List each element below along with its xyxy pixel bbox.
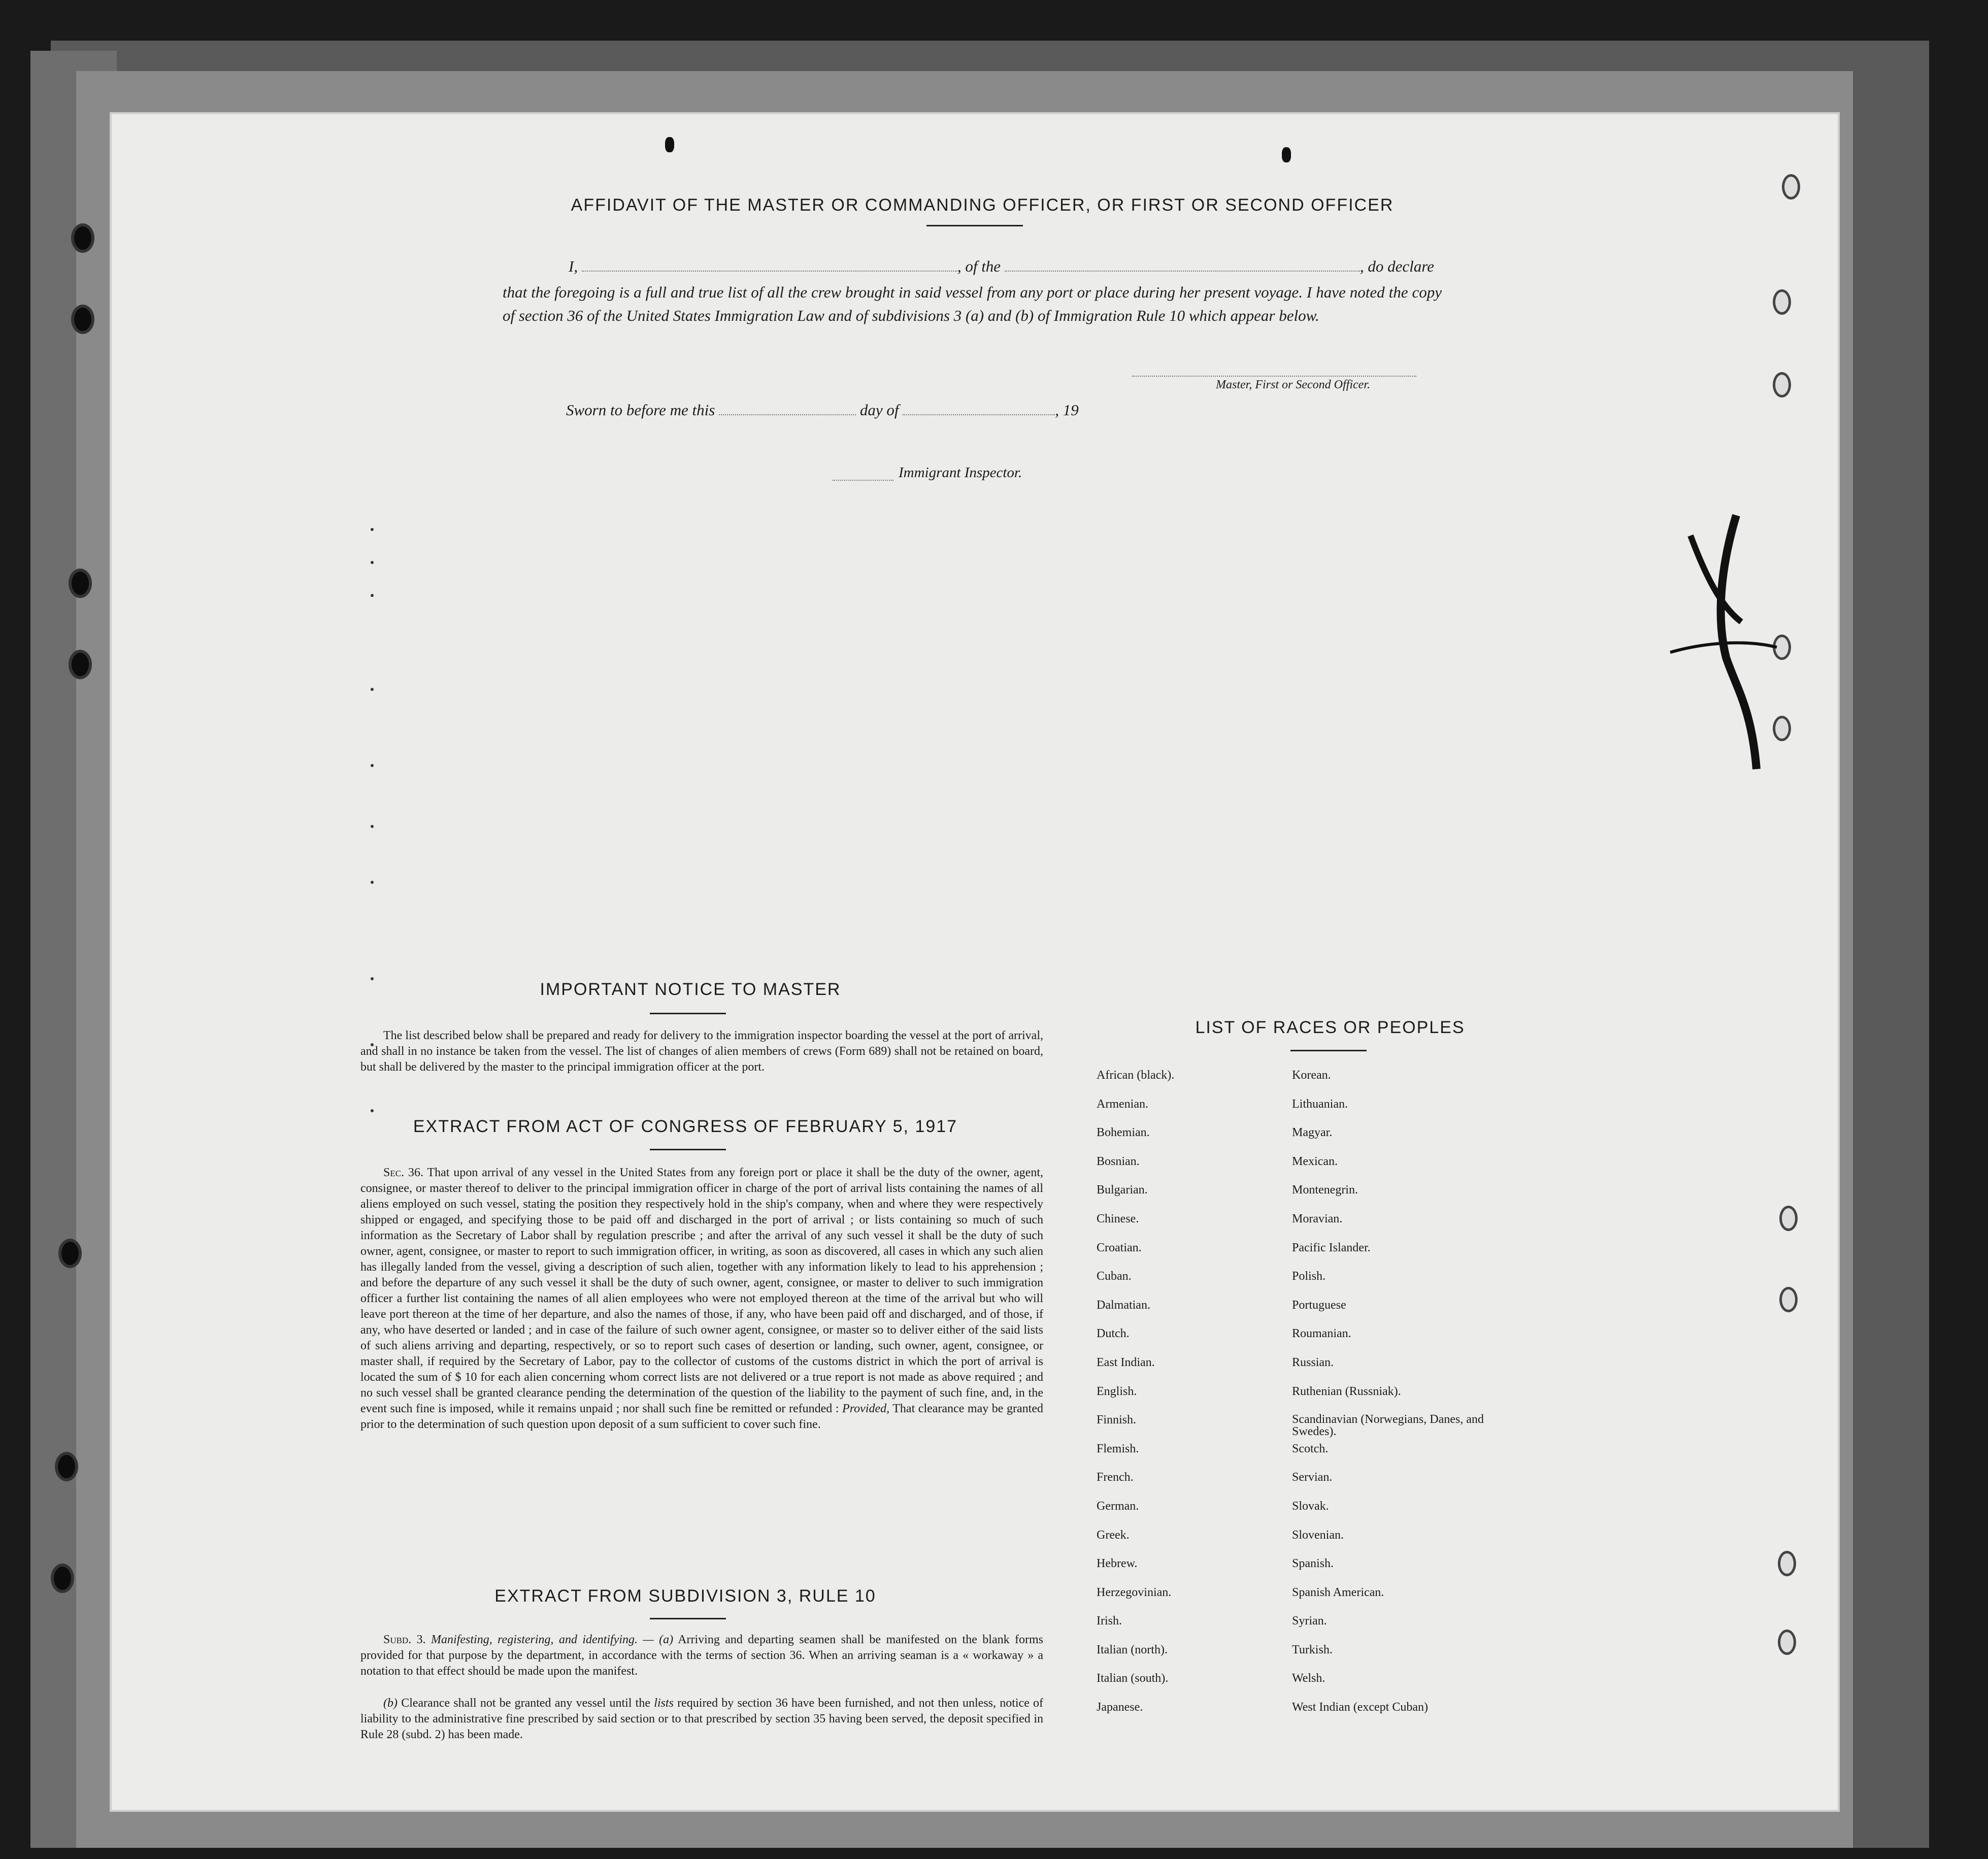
act-title: EXTRACT FROM ACT OF CONGRESS OF FEBRUARY 5, 1917: [413, 1117, 958, 1136]
race-item: Herzegovinian.: [1097, 1585, 1172, 1599]
binder-hole: [69, 569, 92, 598]
sworn-year: , 19: [1055, 401, 1079, 419]
rule-rule: [650, 1618, 726, 1619]
race-item: Flemish.: [1097, 1442, 1139, 1455]
race-item: Lithuanian.: [1292, 1097, 1348, 1111]
ring-hole: [1773, 289, 1791, 315]
rule-b-text-1: Clearance shall not be granted any vessel until the: [401, 1697, 651, 1710]
rule-b-text-2: required by section 36 have been furnished, and not then unless, notice of liability to the administrative fine prescribed by said section or to that prescribed by section 35 having been served, the deposit specified in Rule 28 (subd. 2) has been made.: [360, 1697, 1044, 1741]
race-item: West Indian (except Cuban): [1292, 1701, 1428, 1714]
race-item: Italian (north).: [1097, 1643, 1168, 1656]
race-item: Polish.: [1292, 1270, 1326, 1283]
ring-hole: [1778, 1551, 1796, 1576]
margin-dot: [371, 594, 374, 597]
declaration-of-the: , of the: [957, 257, 1001, 275]
act-rule: [650, 1149, 726, 1150]
race-item: Servian.: [1292, 1471, 1333, 1484]
margin-dot: [371, 764, 374, 767]
race-item: French.: [1097, 1471, 1134, 1484]
name-field[interactable]: [582, 271, 957, 272]
race-item: Korean.: [1292, 1069, 1331, 1082]
signature-line[interactable]: [1132, 376, 1416, 377]
binder-hole: [71, 305, 94, 334]
ring-hole: [1779, 1206, 1798, 1231]
race-item: Hebrew.: [1097, 1557, 1138, 1571]
margin-dot: [371, 528, 374, 531]
races-column-2: [1292, 1069, 1505, 1730]
race-item: Chinese.: [1097, 1212, 1139, 1225]
race-item: Spanish.: [1292, 1557, 1334, 1571]
race-item: Portuguese: [1292, 1298, 1346, 1312]
rule-subd-b: [360, 1696, 1043, 1743]
race-item: Bosnian.: [1097, 1154, 1140, 1168]
race-item: Pacific Islander.: [1292, 1241, 1371, 1254]
race-item: Bohemian.: [1097, 1126, 1150, 1140]
race-item: Syrian.: [1292, 1614, 1327, 1628]
ring-hole: [1782, 174, 1800, 200]
declaration-do-declare: , do declare: [1360, 257, 1434, 275]
act-sec-label: Sec. 36.: [383, 1166, 423, 1179]
notice-rule: [650, 1013, 726, 1014]
race-item: Dalmatian.: [1097, 1298, 1150, 1312]
races-rule: [1290, 1050, 1367, 1051]
act-body: That upon arrival of any vessel in the United States from any foreign port or place it shall be the duty of the owner, agent, consignee, or master thereof to deliver to the principal immigration officer in charge of the port of arrival lists containing the names of all aliens employed on such vessel, stating the position they respectively hold in the ship's company, when and where they were respectively shipped or engaged, and specifying those to be paid off and discharged in the port of arrival ; or lists containing so much of such information as the Secretary of Labor shall by regulation prescribe ; and after the arrival of any such vessel it shall be the duty of such owner, agent, consignee, or master to report to such immigration officer, in writing, as soon as discovered, all cases in which any such alien has illegally landed from the vessel, giving a description of such alien, together with any information likely to lead to his apprehension ; and before the departure of any such vessel it shall be the duty of such owner, agent, consignee, or master to deliver to such immigration officer a further list containing the names of all alien employees who were not employed thereon at the time of the arrival but who will leave port thereon at the time of her departure, and also the names of those, if any, who have been paid off and discharged, and of those, if any, who have deserted or landed ; and in case of the failure of such owner agent, consignee, or master so to deliver either of the said lists of such aliens arriving and departing, respectively, or so to report such cases of desertion or landing, such owner, agent, consignee, or master shall, if required by the Secretary of Labor, pay to the collector of customs of the customs district in which the port of arrival is located the sum of $ 10 for each alien concerning whom correct lists are not delivered or a true report is not made as above required ; and no such vessel shall be granted clearance pending the determination of the question of the liability to the payment of such fine, and, in the event such fine is imposed, while it remains unpaid ; nor shall such fine be remitted or refunded :: [360, 1166, 1043, 1415]
title-rule: [926, 225, 1023, 226]
race-item: English.: [1097, 1384, 1137, 1398]
punch-hole: [665, 137, 674, 152]
race-item: Slovenian.: [1292, 1528, 1344, 1542]
sworn-day-field[interactable]: [719, 414, 856, 415]
race-item: Croatian.: [1097, 1241, 1142, 1254]
races-title: LIST OF RACES OR PEOPLES: [1195, 1018, 1465, 1037]
margin-dot: [371, 688, 374, 691]
margin-dot: [371, 881, 374, 884]
binder-hole: [55, 1452, 78, 1481]
binder-hole: [58, 1239, 82, 1268]
ring-hole: [1773, 372, 1791, 397]
race-item: Scandinavian (Norwegians, Danes, and Swedes).: [1292, 1413, 1484, 1439]
ring-hole: [1778, 1630, 1796, 1655]
signature-label: Master, First or Second Officer.: [1216, 378, 1370, 391]
rule-subd-heading: Manifesting, registering, and identifying. — (a): [431, 1633, 674, 1646]
affidavit-title: AFFIDAVIT OF THE MASTER OR COMMANDING OFFICER, OR FIRST OR SECOND OFFICER: [571, 195, 1394, 215]
race-item: Scotch.: [1292, 1442, 1329, 1455]
race-item: Bulgarian.: [1097, 1183, 1148, 1197]
rule-b-label: (b): [383, 1697, 397, 1710]
race-item: Ruthenian (Russniak).: [1292, 1384, 1401, 1398]
race-item: Cuban.: [1097, 1270, 1132, 1283]
sworn-month-field[interactable]: [903, 414, 1055, 415]
notice-title: IMPORTANT NOTICE TO MASTER: [540, 980, 841, 999]
binder-hole: [71, 223, 94, 253]
ring-hole: [1779, 1287, 1798, 1312]
race-item: African (black).: [1097, 1069, 1175, 1082]
act-proviso-text: That clearance may be granted prior to the determination of such question upon deposit of a sum sufficient to cover such fine.: [360, 1402, 1043, 1431]
race-item: Welsh.: [1292, 1672, 1326, 1685]
document-page: [112, 114, 1838, 1810]
rule-subd-a: [360, 1632, 1043, 1679]
act-proviso-label: Provided,: [842, 1402, 890, 1415]
race-item: Russian.: [1292, 1355, 1334, 1369]
pen-mark: [1660, 505, 1792, 779]
margin-dot: [371, 825, 374, 828]
notice-text: The list described below shall be prepared and ready for delivery to the immigration inspector boarding the vessel at the port of arrival, and shall in no instance be taken from the vessel. The list of changes of alien members of crews (Form 689) shall not be retained on board, but shall be delivered by the master to the principal immigration officer at the port.: [360, 1029, 1043, 1074]
race-item: Slovak.: [1292, 1499, 1329, 1513]
race-item: German.: [1097, 1499, 1139, 1513]
race-item: Spanish American.: [1292, 1585, 1384, 1599]
race-item: East Indian.: [1097, 1355, 1155, 1369]
race-item: Italian (south).: [1097, 1672, 1169, 1685]
race-item: Irish.: [1097, 1614, 1122, 1628]
declaration-line: [569, 257, 1559, 276]
declaration-i: I,: [569, 257, 578, 275]
margin-dot: [371, 977, 374, 980]
margin-dot: [371, 1109, 374, 1112]
inspector-line[interactable]: [833, 480, 893, 481]
race-item: Turkish.: [1292, 1643, 1333, 1656]
sworn-day-of: day of: [859, 401, 899, 419]
sworn-line: [566, 401, 1079, 419]
race-item: Armenian.: [1097, 1097, 1148, 1111]
race-item: Roumanian.: [1292, 1327, 1351, 1341]
race-item: Japanese.: [1097, 1701, 1143, 1714]
rule-subd-text: Arriving and departing seamen shall be manifested on the blank forms provided for that purpose by the department, in accordance with the terms of section 36. When an arriving seaman is a « workaway » a notation to that effect should be made upon the manifest.: [360, 1633, 1043, 1678]
race-item: Dutch.: [1097, 1327, 1130, 1341]
act-text: [360, 1165, 1043, 1433]
inspector-label: Immigrant Inspector.: [899, 464, 1022, 481]
race-item: Magyar.: [1292, 1126, 1333, 1140]
races-column-1: [1097, 1069, 1289, 1730]
race-item: Finnish.: [1097, 1413, 1137, 1427]
vessel-field[interactable]: [1005, 271, 1360, 272]
race-item: Mexican.: [1292, 1154, 1338, 1168]
race-item: Moravian.: [1292, 1212, 1343, 1225]
rule-b-lists: lists: [654, 1697, 674, 1710]
rule-title: EXTRACT FROM SUBDIVISION 3, RULE 10: [494, 1586, 876, 1606]
margin-dot: [371, 561, 374, 564]
race-item: Montenegrin.: [1292, 1183, 1358, 1197]
race-item: Greek.: [1097, 1528, 1130, 1542]
punch-hole: [1282, 147, 1291, 162]
binder-hole: [51, 1564, 74, 1593]
affidavit-body: that the foregoing is a full and true list of all the crew brought in said vessel from any port or place during her present voyage. I have noted the copy of section 36 of the United States Immigration Law and of subdivisions 3 (a) and (b) of Immigration Rule 10 which appear below.: [503, 283, 1442, 324]
sworn-text: Sworn to before me this: [566, 401, 715, 419]
rule-subd-label: Subd. 3.: [383, 1633, 426, 1646]
binder-hole: [69, 650, 92, 679]
